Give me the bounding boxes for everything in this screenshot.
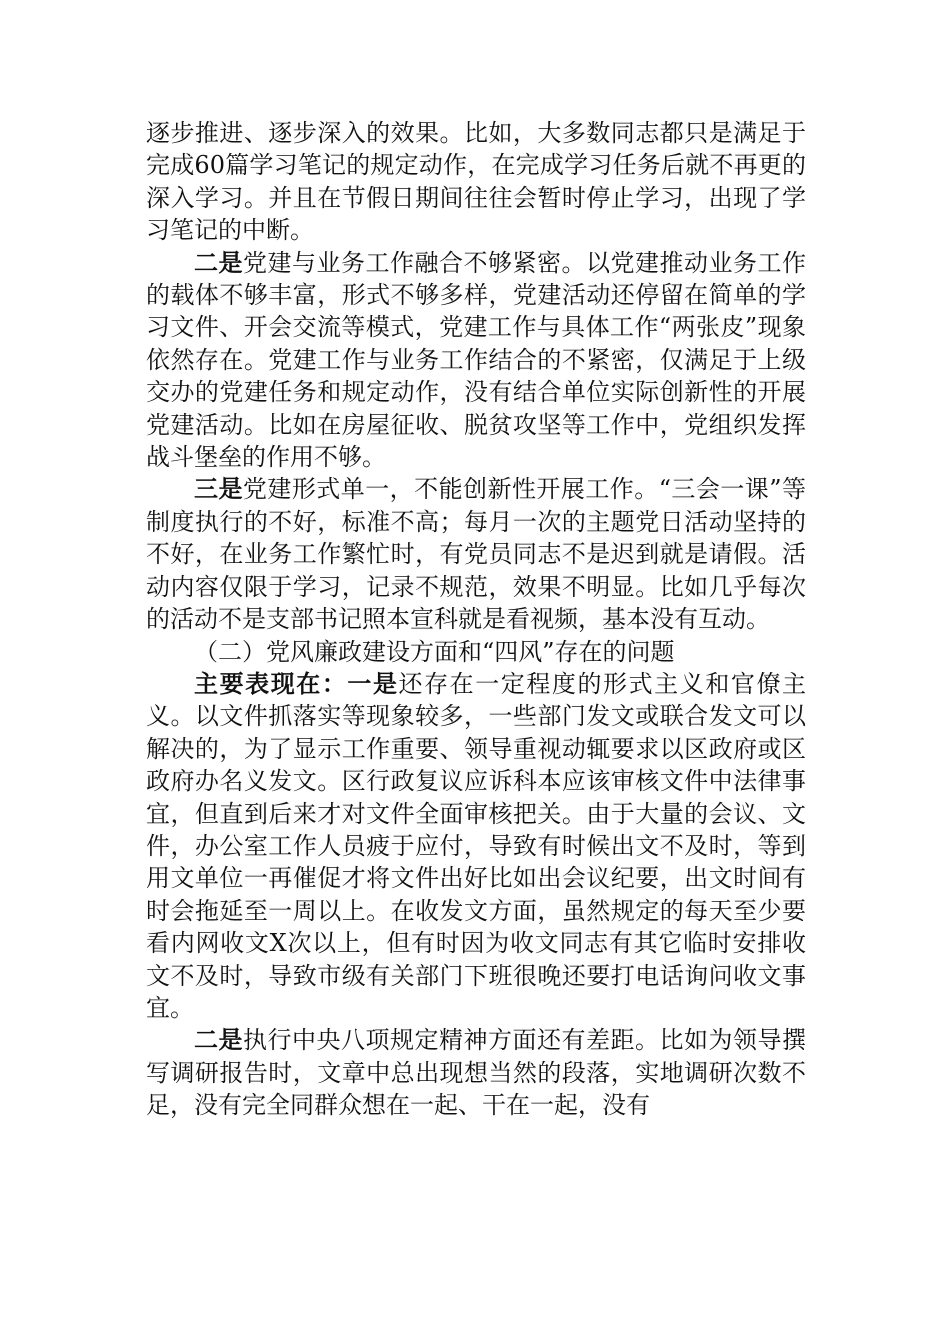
paragraph-text: 党建形式单一，不能创新性开展工作。“三会一课”等制度执行的不好，标准不高；每月一次的主题党日活动坚持的不好，在业务工作繁忙时，有党员同志不是迟到就是请假。活动内容仅限于学习，记录不规范，效果不明显。比如几乎每次的活动不是支部书记照本宣科就是看视频，基本没有互动。 xyxy=(146,475,806,634)
document-body xyxy=(146,117,806,1122)
paragraph-lead: 二是 xyxy=(194,248,243,277)
paragraph-lead: 主要表现在：一是 xyxy=(194,669,399,698)
paragraph-continuation xyxy=(146,117,806,247)
paragraph-lead: 二是 xyxy=(194,1026,243,1055)
paragraph-text: 还存在一定程度的形式主义和官僚主义。以文件抓落实等现象较多，一些部门发文或联合发文可以解决的，为了显示工作重要、领导重视动辄要求以区政府或区政府办名义发文。区行政复议应诉科本应该审核文件中法律事宜，但直到后来才对文件全面审核把关。由于大量的会议、文件，办公室工作人员疲于应付，导致有时候出文不及时，等到用文单位一再催促才将文件出好比如出会议纪要，出文时间有时会拖延至一周以上。在收发文方面，虽然规定的每天至少要看内网收文X次以上，但有时因为收文同志有其它临时安排收文不及时，导致市级有关部门下班很晚还要打电话询问收文事宜。 xyxy=(146,669,807,1022)
paragraph-text: 党建与业务工作融合不够紧密。以党建推动业务工作的载体不够丰富，形式不够多样，党建活动还停留在简单的学习文件、开会交流等模式，党建工作与具体工作“两张皮”现象依然存在。党建工作与业务工作结合的不紧密，仅满足于上级交办的党建任务和规定动作，没有结合单位实际创新性的开展党建活动。比如在房屋征收、脱贫攻坚等工作中，党组织发挥战斗堡垒的作用不够。 xyxy=(146,248,806,472)
paragraph-second-point xyxy=(146,1024,806,1121)
section-heading xyxy=(146,636,806,668)
paragraph-main-manifestation xyxy=(146,668,806,1024)
paragraph-text: 执行中央八项规定精神方面还有差距。比如为领导撰写调研报告时，文章中总出现想当然的段落，实地调研次数不足，没有完全同群众想在一起、干在一起，没有 xyxy=(146,1026,806,1120)
paragraph-lead: 三是 xyxy=(194,475,243,504)
paragraph-point-two xyxy=(146,247,806,474)
section-heading-text: （二）党风廉政建设方面和“四风”存在的问题 xyxy=(194,637,675,666)
paragraph-text: 逐步推进、逐步深入的效果。比如，大多数同志都只是满足于完成60篇学习笔记的规定动作，在完成学习任务后就不再更的深入学习。并且在节假日期间往往会暂时停止学习，出现了学习笔记的中断。 xyxy=(146,119,806,245)
paragraph-point-three xyxy=(146,473,806,635)
